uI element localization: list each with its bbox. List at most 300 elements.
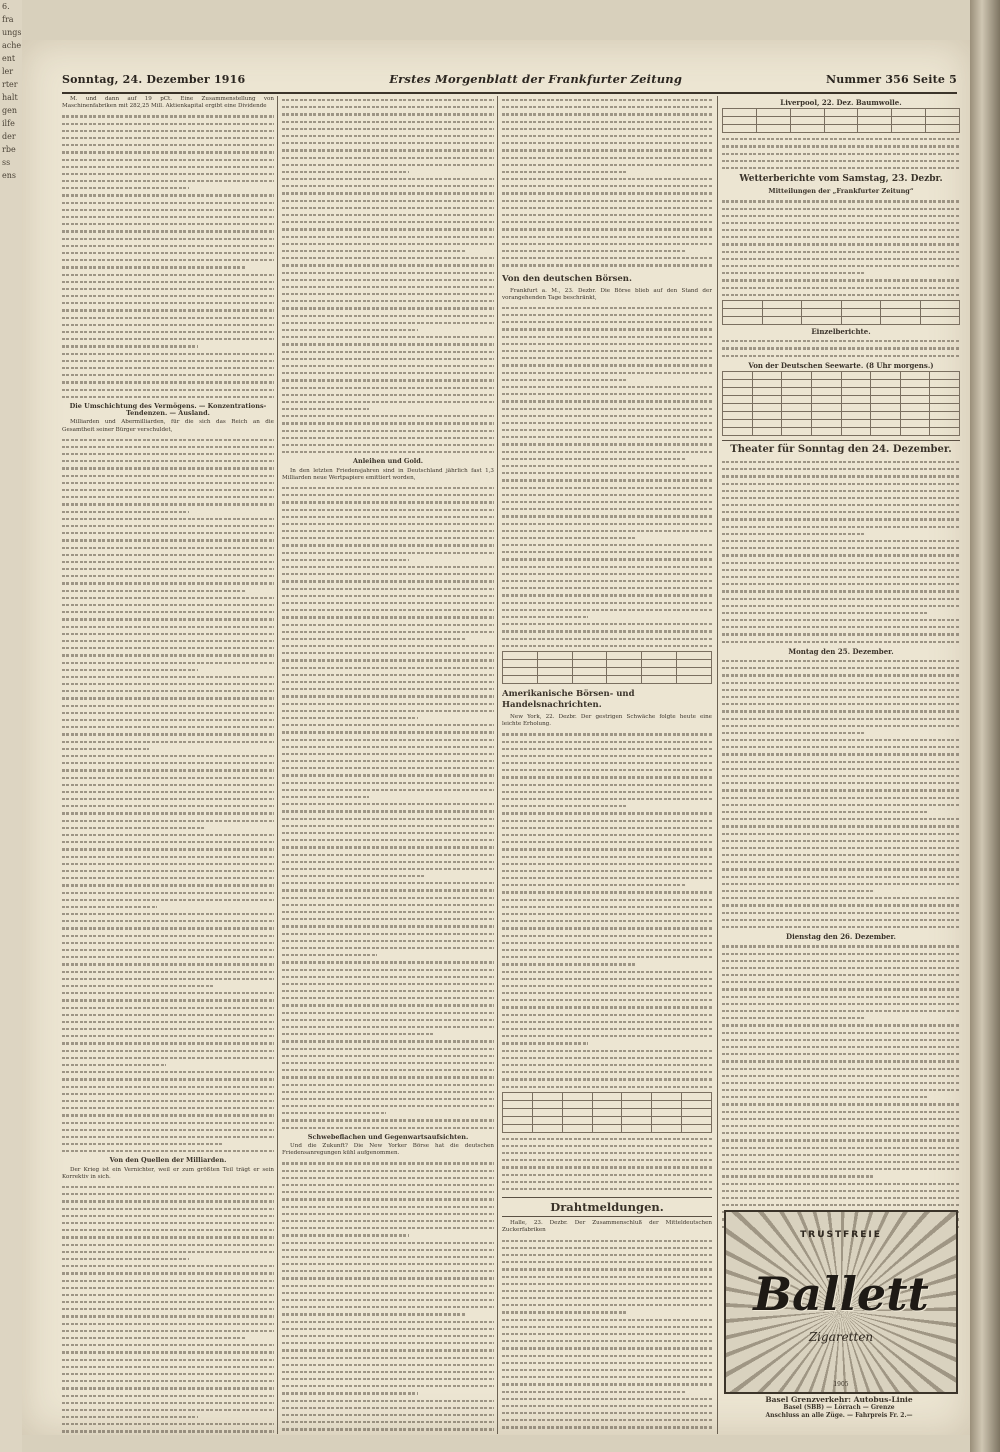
print-line — [502, 103, 712, 110]
section-title: Schwebeflachen und Gegenwartsaufsichten. — [307, 1132, 469, 1141]
print-line — [282, 312, 494, 319]
print-line — [282, 980, 494, 987]
print-line — [502, 1294, 712, 1301]
print-line — [282, 1332, 494, 1339]
print-line — [62, 1190, 274, 1197]
print-line — [62, 486, 274, 493]
print-line — [282, 944, 494, 951]
print-line — [282, 283, 494, 290]
print-line — [502, 1047, 712, 1054]
print-line — [282, 218, 494, 225]
print-line — [502, 498, 712, 505]
print-line — [62, 299, 274, 306]
print-line — [62, 1197, 274, 1204]
print-line — [502, 354, 712, 361]
print-line — [62, 263, 246, 270]
print-line — [502, 1075, 712, 1082]
print-line — [282, 1346, 494, 1353]
print-line — [282, 1411, 494, 1418]
print-line — [502, 1258, 712, 1265]
print-line — [282, 384, 494, 391]
print-line — [502, 888, 712, 895]
print-line — [62, 141, 274, 148]
print-line — [282, 1124, 494, 1131]
print-line — [282, 427, 494, 434]
print-line — [62, 156, 274, 163]
print-line — [282, 369, 494, 376]
print-line — [502, 1416, 712, 1423]
print-line — [722, 909, 960, 916]
print-line — [502, 924, 712, 931]
print-line — [722, 458, 960, 465]
print-line — [62, 213, 274, 220]
print-line — [62, 472, 274, 479]
print-line — [502, 1431, 712, 1434]
text-block — [282, 1159, 494, 1434]
print-line — [722, 693, 960, 700]
print-line — [502, 1011, 712, 1018]
print-line — [62, 565, 274, 572]
print-line — [502, 211, 712, 218]
article-paragraph: In den letzten Friedensjahren sind in Deutschland jährlich fast 1,3 Milliarden neue Wertpapiere emittiert worden, — [282, 467, 494, 481]
print-line — [722, 623, 960, 630]
print-line — [502, 1244, 712, 1251]
print-line — [722, 1151, 960, 1158]
print-line — [722, 657, 960, 664]
print-line — [502, 773, 712, 780]
print-line — [62, 544, 274, 551]
print-line — [62, 1004, 274, 1011]
print-line — [282, 269, 494, 276]
print-line — [62, 615, 274, 622]
print-line — [282, 1296, 494, 1303]
print-line — [502, 1156, 712, 1163]
print-line — [62, 1420, 274, 1427]
print-line — [502, 225, 712, 232]
print-line — [722, 1065, 960, 1072]
print-line — [502, 917, 712, 924]
print-line — [502, 168, 628, 175]
print-line — [282, 779, 494, 786]
print-line — [282, 1260, 494, 1267]
print-line — [62, 522, 274, 529]
print-line — [282, 1354, 494, 1361]
print-line — [282, 297, 494, 304]
print-line — [722, 772, 960, 779]
text-block — [502, 96, 712, 269]
print-line — [62, 1025, 274, 1032]
print-line — [722, 480, 960, 487]
print-line — [62, 285, 274, 292]
header-page-number: Nummer 356 Seite 5 — [825, 73, 957, 86]
print-line — [282, 621, 494, 628]
print-line — [502, 1388, 685, 1395]
section-title: Drahtmeldungen. — [502, 1197, 712, 1217]
print-line — [282, 1116, 494, 1123]
print-line — [282, 894, 494, 901]
print-line — [722, 544, 960, 551]
print-line — [62, 256, 274, 263]
print-line — [282, 304, 494, 311]
print-line — [62, 457, 274, 464]
print-line — [502, 738, 712, 745]
print-line — [282, 1267, 494, 1274]
print-line — [722, 964, 960, 971]
print-line — [502, 613, 588, 620]
print-line — [62, 1061, 166, 1068]
print-line — [62, 1011, 274, 1018]
print-line — [62, 989, 274, 996]
print-line — [502, 759, 712, 766]
ad-year: 1905 — [833, 1381, 849, 1388]
print-line — [62, 450, 274, 457]
print-line — [62, 817, 274, 824]
print-line — [62, 249, 274, 256]
print-line — [722, 1086, 960, 1093]
print-line — [282, 340, 494, 347]
print-line — [502, 1359, 712, 1366]
print-line — [282, 807, 494, 814]
print-line — [502, 347, 712, 354]
print-line — [502, 730, 712, 737]
print-line — [62, 1248, 274, 1255]
print-line — [282, 261, 494, 268]
print-line — [62, 278, 274, 285]
print-line — [502, 1344, 712, 1351]
print-line — [62, 1334, 246, 1341]
article-paragraph: Und die Zukunft? Die New Yorker Börse hat die deutschen Friedensanregungen kühl aufgenommen. — [282, 1143, 494, 1157]
adjacent-page-strip: 6. fra ungs ache ent ler rter halt gen ilfe der rbe ss ens — [0, 0, 22, 1452]
print-line — [62, 199, 274, 206]
print-line — [62, 881, 274, 888]
print-line — [722, 580, 960, 587]
print-line — [502, 1409, 712, 1416]
print-line — [502, 1039, 588, 1046]
print-line — [722, 743, 960, 750]
print-line — [62, 558, 274, 565]
print-line — [62, 809, 274, 816]
print-line — [722, 1029, 960, 1036]
print-line — [502, 860, 712, 867]
column-2 — [282, 96, 494, 1434]
print-line — [62, 242, 274, 249]
print-line — [62, 328, 274, 335]
print-line — [282, 1433, 494, 1434]
print-line — [282, 1231, 409, 1238]
print-line — [722, 559, 960, 566]
print-line — [282, 391, 494, 398]
print-line — [722, 1043, 960, 1050]
notice-title: Basel Grenzverkehr: Autobus-Linie — [765, 1395, 913, 1404]
print-line — [282, 973, 494, 980]
print-line — [282, 1325, 494, 1332]
print-line — [62, 120, 274, 127]
print-line — [722, 993, 960, 1000]
print-line — [282, 96, 494, 103]
print-line — [722, 233, 960, 240]
article-paragraph: Milliarden und Abermilliarden, für die sich das Reich an die Gesamtheit seiner Bürger verschuldet, — [62, 419, 274, 433]
print-line — [282, 815, 494, 822]
print-line — [502, 766, 712, 773]
print-line — [282, 247, 466, 254]
print-line — [722, 736, 960, 743]
print-line — [722, 916, 960, 923]
print-line — [62, 1119, 274, 1126]
print-line — [282, 800, 494, 807]
print-line — [62, 1104, 274, 1111]
print-line — [62, 1126, 274, 1133]
print-line — [502, 118, 712, 125]
print-line — [62, 608, 274, 615]
print-line — [502, 570, 712, 577]
print-line — [282, 175, 494, 182]
produce-table — [502, 1092, 712, 1133]
print-line — [722, 1180, 960, 1187]
text-block — [722, 458, 960, 645]
print-line — [282, 736, 494, 743]
print-line — [502, 1380, 712, 1387]
print-line — [62, 694, 274, 701]
print-line — [502, 1251, 712, 1258]
print-line — [722, 985, 960, 992]
print-line — [282, 1009, 494, 1016]
print-line — [282, 678, 494, 685]
print-line — [62, 443, 274, 450]
print-line — [722, 1014, 865, 1021]
print-line — [282, 764, 494, 771]
print-line — [282, 901, 494, 908]
print-line — [502, 505, 712, 512]
print-line — [502, 996, 712, 1003]
print-line — [62, 982, 215, 989]
print-line — [62, 335, 274, 342]
print-line — [282, 915, 494, 922]
print-line — [502, 469, 712, 476]
print-line — [62, 271, 274, 278]
print-line — [282, 1253, 494, 1260]
print-line — [722, 284, 960, 291]
print-line — [282, 441, 494, 448]
print-line — [722, 276, 960, 283]
print-line — [722, 150, 960, 157]
print-line — [62, 1047, 274, 1054]
print-line — [502, 620, 712, 627]
text-block — [722, 135, 960, 171]
print-line — [722, 595, 960, 602]
theater-title: Theater für Sonntag den 24. Dezember. — [722, 440, 960, 456]
print-line — [62, 637, 274, 644]
print-line — [62, 1054, 274, 1061]
print-line — [62, 163, 274, 170]
print-line — [502, 795, 712, 802]
print-line — [502, 1054, 712, 1061]
print-line — [62, 738, 274, 745]
print-line — [722, 830, 960, 837]
print-line — [722, 815, 960, 822]
print-line — [722, 758, 960, 765]
print-line — [282, 692, 494, 699]
print-line — [62, 364, 274, 371]
print-line — [722, 291, 960, 298]
print-line — [62, 227, 274, 234]
print-line — [282, 1001, 494, 1008]
print-line — [282, 1397, 494, 1404]
print-line — [62, 1413, 198, 1420]
einzel-title: Einzelberichte. — [811, 326, 871, 336]
print-line — [62, 235, 274, 242]
print-line — [722, 765, 960, 772]
print-line — [722, 197, 960, 204]
print-line — [282, 793, 369, 800]
print-line — [282, 1289, 494, 1296]
print-line — [722, 1021, 960, 1028]
print-line — [722, 901, 960, 908]
print-line — [62, 889, 274, 896]
print-line — [62, 515, 274, 522]
weather-subtitle: Mitteilungen der „Frankfurter Zeitung“ — [768, 187, 914, 196]
print-line — [282, 872, 426, 879]
print-line — [282, 671, 494, 678]
print-line — [62, 1140, 223, 1147]
print-line — [62, 1090, 274, 1097]
print-line — [62, 1032, 274, 1039]
print-line — [502, 132, 712, 139]
print-line — [62, 867, 274, 874]
print-line — [62, 1097, 274, 1104]
print-line — [62, 709, 274, 716]
print-line — [282, 757, 494, 764]
print-line — [282, 592, 494, 599]
print-line — [722, 164, 960, 171]
print-line — [62, 659, 274, 666]
print-line — [282, 649, 494, 656]
print-line — [722, 786, 960, 793]
print-line — [722, 808, 929, 815]
print-line — [502, 204, 712, 211]
print-line — [282, 333, 494, 340]
print-line — [722, 219, 960, 226]
print-line — [722, 801, 960, 808]
print-line — [282, 1368, 494, 1375]
print-line — [62, 723, 274, 730]
print-line — [282, 987, 494, 994]
print-line — [282, 355, 494, 362]
print-line — [502, 240, 712, 247]
print-line — [282, 362, 494, 369]
print-line — [62, 536, 274, 543]
print-line — [502, 419, 712, 426]
print-line — [62, 1291, 274, 1298]
print-line — [282, 851, 494, 858]
print-line — [282, 513, 494, 520]
print-line — [62, 838, 274, 845]
print-line — [722, 501, 960, 508]
print-line — [62, 191, 274, 198]
print-line — [502, 1163, 712, 1170]
print-line — [62, 1212, 274, 1219]
print-line — [722, 1201, 960, 1208]
print-line — [62, 946, 274, 953]
cotton-table — [722, 108, 960, 133]
print-line — [282, 1425, 494, 1432]
print-line — [502, 254, 712, 261]
print-line — [722, 971, 960, 978]
print-line — [502, 896, 712, 903]
print-line — [282, 664, 494, 671]
print-line — [502, 1068, 712, 1075]
print-line — [282, 685, 494, 692]
text-block — [62, 1183, 274, 1434]
print-line — [722, 865, 960, 872]
print-line — [62, 1312, 274, 1319]
print-line — [62, 1183, 274, 1190]
print-line — [502, 1149, 712, 1156]
print-line — [62, 572, 274, 579]
print-line — [282, 958, 494, 965]
print-line — [62, 1363, 274, 1370]
print-line — [62, 1255, 189, 1262]
print-line — [722, 472, 960, 479]
print-line — [282, 405, 369, 412]
market-heading: Liverpool, 22. Dez. Baumwolle. — [780, 98, 902, 107]
print-line — [502, 809, 712, 816]
print-line — [502, 361, 712, 368]
print-line — [722, 337, 960, 344]
print-line — [502, 781, 712, 788]
print-line — [282, 635, 466, 642]
print-line — [282, 319, 494, 326]
print-line — [502, 824, 712, 831]
print-line — [502, 476, 712, 483]
text-block — [502, 1135, 712, 1193]
print-line — [502, 1003, 712, 1010]
print-line — [62, 874, 274, 881]
text-block — [502, 304, 712, 649]
print-line — [502, 1135, 712, 1142]
print-line — [282, 1418, 494, 1425]
print-line — [722, 1144, 960, 1151]
print-line — [722, 978, 960, 985]
print-line — [502, 527, 712, 534]
print-line — [62, 601, 274, 608]
print-line — [282, 829, 494, 836]
print-line — [62, 551, 274, 558]
print-line — [722, 1115, 960, 1122]
print-line — [722, 142, 960, 149]
column-rule — [497, 96, 498, 1434]
print-line — [722, 616, 960, 623]
print-line — [502, 1171, 712, 1178]
print-line — [502, 1352, 712, 1359]
book-spine — [970, 0, 1000, 1452]
print-line — [502, 261, 712, 268]
print-line — [502, 1265, 712, 1272]
print-line — [502, 577, 712, 584]
print-line — [502, 831, 712, 838]
print-line — [282, 843, 494, 850]
print-line — [282, 836, 494, 843]
print-line — [722, 602, 960, 609]
text-block — [722, 337, 960, 359]
print-line — [62, 292, 274, 299]
print-line — [282, 771, 494, 778]
print-line — [722, 344, 960, 351]
print-line — [62, 903, 157, 910]
print-line — [62, 587, 246, 594]
print-line — [502, 817, 712, 824]
print-line — [282, 1318, 494, 1325]
print-line — [62, 594, 274, 601]
